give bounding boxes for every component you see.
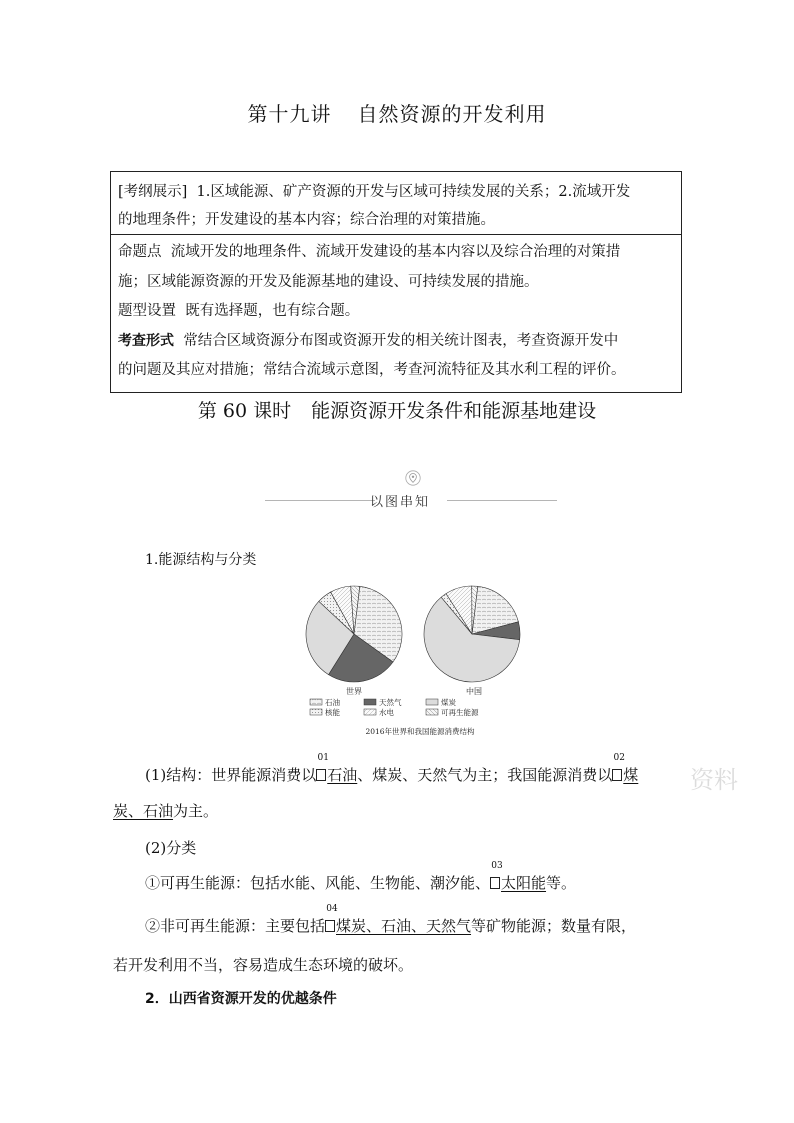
china-pie (424, 586, 520, 682)
structure-text: (1)结构：世界能源消费以 (145, 766, 317, 784)
exam-detail-row (111, 235, 681, 386)
answer-text: 炭、石油 (113, 802, 174, 820)
legend-swatch-oil (310, 699, 322, 705)
blank-box (612, 769, 622, 781)
exam-form-label: 考查形式 (118, 332, 174, 349)
structure-paragraph-cont (113, 800, 218, 821)
legend-swatch-renewable (426, 709, 438, 715)
section-divider-label: 以图串知 (369, 495, 430, 510)
lecture-name: 自然资源的开发利用 (357, 102, 547, 126)
exam-form-text: 的问题及其应对措施；常结合流域示意图，考查河流特征及其水利工程的评价。 (118, 362, 626, 378)
proposition-text: 流域开发的地理条件、流域开发建设的基本内容以及综合治理的对策措 (161, 244, 621, 260)
blank-box (325, 920, 335, 932)
nonrenewable-text: ②非可再生能源：主要包括 (145, 917, 326, 935)
renewable-text: 等。 (546, 874, 577, 892)
divider-line-right (447, 500, 557, 501)
exam-outline-row (111, 172, 681, 235)
nonrenewable-text: 等矿物能源；数量有限， (471, 917, 637, 935)
pie-legend (310, 697, 479, 717)
nonrenewable-paragraph-cont: 若开发利用不当，容易造成生态环境的破坏。 (113, 956, 414, 974)
section-heading-2 (145, 988, 337, 1008)
proposition-text: 施；区域能源资源的开发及能源基地的建设、可持续发展的措施。 (118, 273, 539, 290)
energy-pie-chart (302, 582, 524, 742)
legend-swatch-nuclear (310, 709, 322, 715)
blank-box (490, 877, 500, 889)
proposition-label: 命题点 (118, 244, 162, 260)
outline-text: 的地理条件；开发建设的基本内容；综合治理的对策措施。 (118, 212, 495, 228)
exam-outline-box (110, 171, 682, 393)
structure-paragraph (145, 753, 639, 785)
blank-number: 02 (613, 753, 625, 763)
structure-text: 、煤炭、天然气为主；我国能源消费以 (357, 766, 613, 784)
blank-box (316, 769, 326, 781)
answer-blank-04 (325, 904, 338, 935)
structure-text: 为主。 (173, 802, 219, 820)
legend-swatch-hydro (364, 709, 376, 715)
answer-text: 煤 (623, 766, 639, 784)
answer-blank-03 (490, 861, 503, 892)
watermark: 资料 (690, 766, 738, 794)
lecture-title (0, 98, 794, 127)
answer-text: 石油 (327, 766, 358, 784)
section-heading-text: 1.能源结构与分类 (145, 552, 257, 568)
legend-label-renewable: 可再生能源 (441, 708, 479, 717)
world-pie (306, 586, 402, 682)
answer-text: 太阳能 (501, 874, 547, 892)
blank-number: 03 (491, 861, 503, 871)
question-type-label: 题型设置 (118, 303, 176, 319)
question-type-text: 既有选择题，也有综合题。 (176, 303, 360, 319)
legend-label-gas: 天然气 (379, 698, 402, 707)
pie-chart-svg (302, 582, 524, 742)
chart-caption: 2016年世界和我国能源消费结构 (365, 727, 475, 736)
lesson-number: 第 60 课时 (197, 400, 292, 422)
legend-label-hydro: 水电 (379, 708, 394, 717)
lesson-subtitle (0, 396, 794, 423)
legend-label-oil: 石油 (325, 698, 340, 707)
location-pin-icon (405, 470, 421, 486)
renewable-text: ①可再生能源：包括水能、风能、生物能、潮汐能、 (145, 874, 491, 892)
legend-label-coal: 煤炭 (441, 698, 456, 707)
outline-text: 1.区域能源、矿产资源的开发与区域可持续发展的关系；2.流域开发 (187, 184, 631, 200)
answer-blank-01 (316, 753, 329, 784)
blank-number: 04 (326, 904, 338, 914)
answer-text: 煤炭、石油、天然气 (336, 917, 472, 935)
blank-number: 01 (317, 753, 329, 763)
exam-form-text: 常结合区域资源分布图或资源开发的相关统计图表，考查资源开发中 (174, 332, 619, 349)
legend-label-nuclear: 核能 (325, 708, 340, 717)
divider-line-left (265, 500, 375, 501)
outline-label: [考纲展示] (118, 184, 188, 200)
world-pie-label: 世界 (346, 687, 362, 696)
china-pie-label: 中国 (466, 687, 482, 696)
legend-swatch-coal (426, 699, 438, 705)
answer-blank-02 (612, 753, 625, 784)
lesson-name: 能源资源开发条件和能源基地建设 (311, 400, 597, 422)
section-heading (145, 549, 256, 569)
section-heading-2-text: 2．山西省资源开发的优越条件 (145, 991, 337, 1007)
renewable-paragraph (145, 861, 577, 893)
classification-heading: (2)分类 (145, 839, 197, 857)
nonrenewable-paragraph (145, 904, 637, 936)
lecture-number: 第十九讲 (247, 102, 332, 126)
legend-swatch-gas (364, 699, 376, 705)
